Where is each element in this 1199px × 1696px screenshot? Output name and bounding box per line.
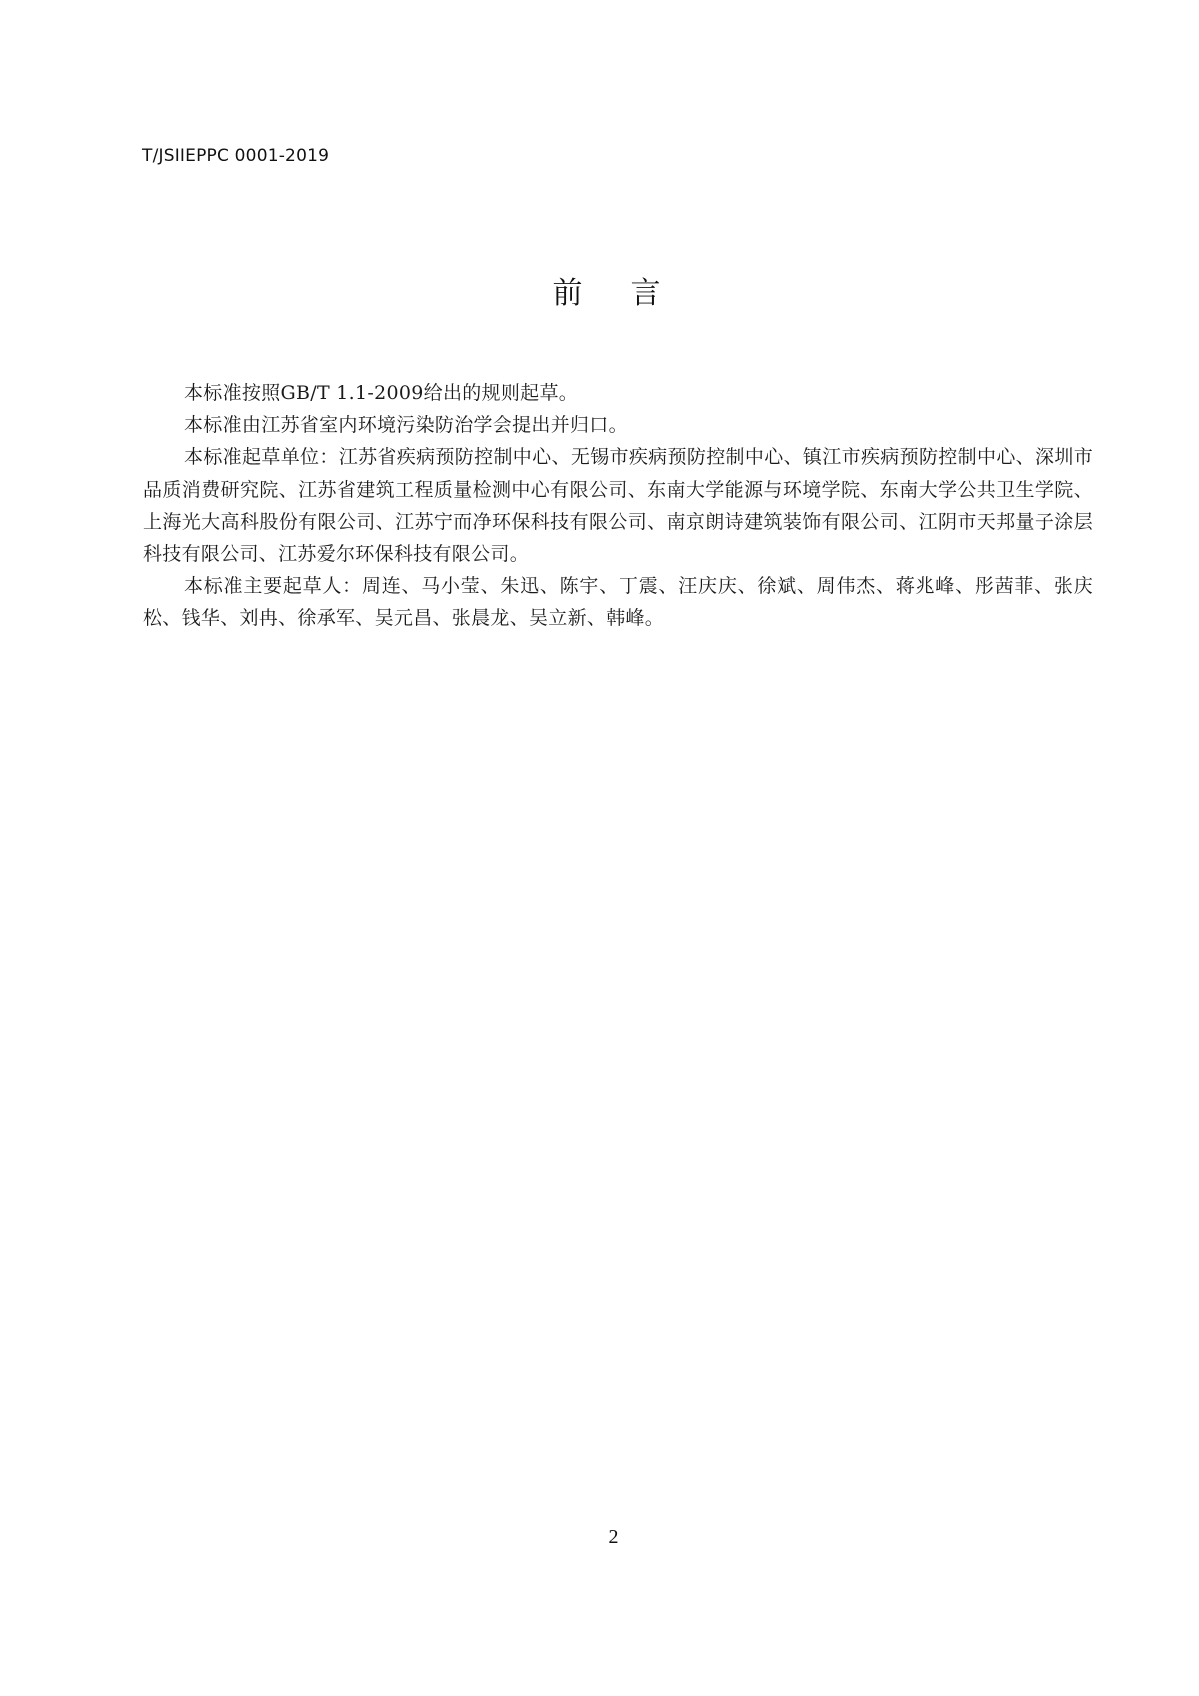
- paragraph-drafting-rules: 本标准按照GB/T 1.1-2009给出的规则起草。: [184, 382, 579, 404]
- foreword-body: [143, 377, 1093, 635]
- title-char-1: 前: [552, 276, 583, 311]
- paragraph-drafting-units: 本标准起草单位：江苏省疾病预防控制中心、无锡市疾病预防控制中心、镇江市疾病预防控制中心、深圳市品质消费研究院、江苏省建筑工程质量检测中心有限公司、东南大学能源与环境学院、东南大学公共卫生学院、上海光大高科股份有限公司、江苏宁而净环保科技有限公司、南京朗诗建筑装饰有限公司、江阴市天邦量子涂层科技有限公司、江苏爱尔环保科技有限公司。: [143, 446, 1093, 566]
- page-number: 2: [608, 1526, 619, 1548]
- paragraph-main-drafters: 本标准主要起草人：周连、马小莹、朱迅、陈宇、丁震、汪庆庆、徐斌、周伟杰、蒋兆峰、彤茜菲、张庆松、钱华、刘冉、徐承军、吴元昌、张晨龙、吴立新、韩峰。: [143, 575, 1093, 630]
- title-char-2: 言: [630, 276, 661, 311]
- paragraph-proposer: 本标准由江苏省室内环境污染防治学会提出并归口。: [184, 414, 628, 437]
- standard-code-header: T/JSIIEPPC 0001-2019: [142, 146, 330, 166]
- page-title: [0, 268, 1199, 312]
